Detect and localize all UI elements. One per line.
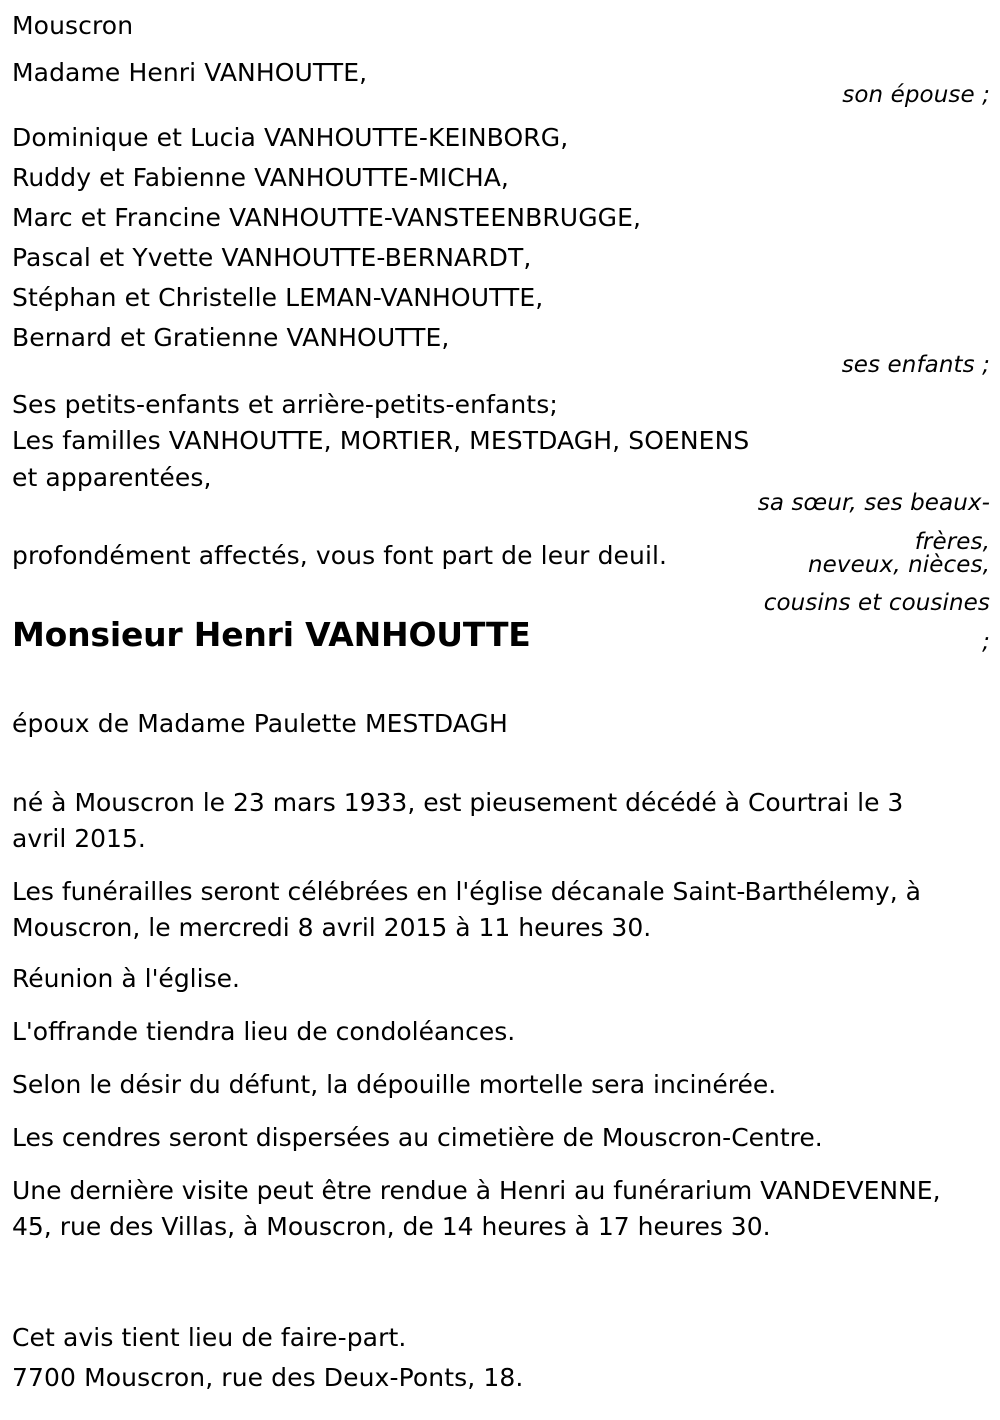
gathering-paragraph: Réunion à l'église.	[12, 964, 240, 993]
spouse-name-line: Madame Henri VANHOUTTE,	[12, 58, 368, 87]
relatives-relation-label-line-5: ;	[982, 629, 990, 655]
offering-paragraph: L'offrande tiendra lieu de condoléances.	[12, 1017, 516, 1046]
relatives-relation-label-line-4: cousins et cousines	[763, 590, 990, 616]
deceased-name-heading: Monsieur Henri VANHOUTTE	[12, 615, 531, 654]
children-relation-label: ses enfants ;	[841, 352, 990, 378]
visitation-paragraph: Une dernière visite peut être rendue à Henri au funérarium VANDEVENNE, 45, rue des Villas, à Mouscron, de 14 heures à 17 heures 30.	[12, 1176, 941, 1241]
deceased-spouse-of-line: époux de Madame Paulette MESTDAGH	[12, 709, 508, 738]
relatives-relation-label-line-1: sa sœur, ses beaux-	[757, 490, 990, 516]
child-line-2: Ruddy et Fabienne VANHOUTTE-MICHA,	[12, 163, 509, 192]
child-line-5: Stéphan et Christelle LEMAN-VANHOUTTE,	[12, 283, 544, 312]
city-header: Mouscron	[12, 11, 134, 40]
spouse-relation-label: son épouse ;	[842, 82, 990, 108]
relatives-relation-label-line-3: neveux, nièces,	[807, 552, 990, 578]
relatives-relation-label-line-2: frères,	[914, 529, 990, 555]
child-line-6: Bernard et Gratienne VANHOUTTE,	[12, 323, 450, 352]
cremation-paragraph: Selon le désir du défunt, la dépouille mortelle sera incinérée.	[12, 1070, 777, 1099]
related-line: et apparentées,	[12, 463, 212, 492]
grandchildren-line: Ses petits-enfants et arrière-petits-enfants;	[12, 390, 558, 419]
grief-statement: profondément affectés, vous font part de leur deuil.	[12, 541, 668, 570]
birth-death-paragraph: né à Mouscron le 23 mars 1933, est pieusement décédé à Courtrai le 3 avril 2015.	[12, 788, 904, 853]
faire-part-notice: Cet avis tient lieu de faire-part.	[12, 1323, 407, 1352]
child-line-3: Marc et Francine VANHOUTTE-VANSTEENBRUGGE,	[12, 203, 642, 232]
child-line-4: Pascal et Yvette VANHOUTTE-BERNARDT,	[12, 243, 532, 272]
ashes-paragraph: Les cendres seront dispersées au cimetière de Mouscron-Centre.	[12, 1123, 823, 1152]
address-line: 7700 Mouscron, rue des Deux-Ponts, 18.	[12, 1363, 524, 1392]
funeral-paragraph: Les funérailles seront célébrées en l'église décanale Saint-Barthélemy, à Mouscron, le mercredi 8 avril 2015 à 11 heures 30.	[12, 877, 921, 942]
families-line: Les familles VANHOUTTE, MORTIER, MESTDAGH, SOENENS	[12, 426, 750, 455]
child-line-1: Dominique et Lucia VANHOUTTE-KEINBORG,	[12, 123, 569, 152]
